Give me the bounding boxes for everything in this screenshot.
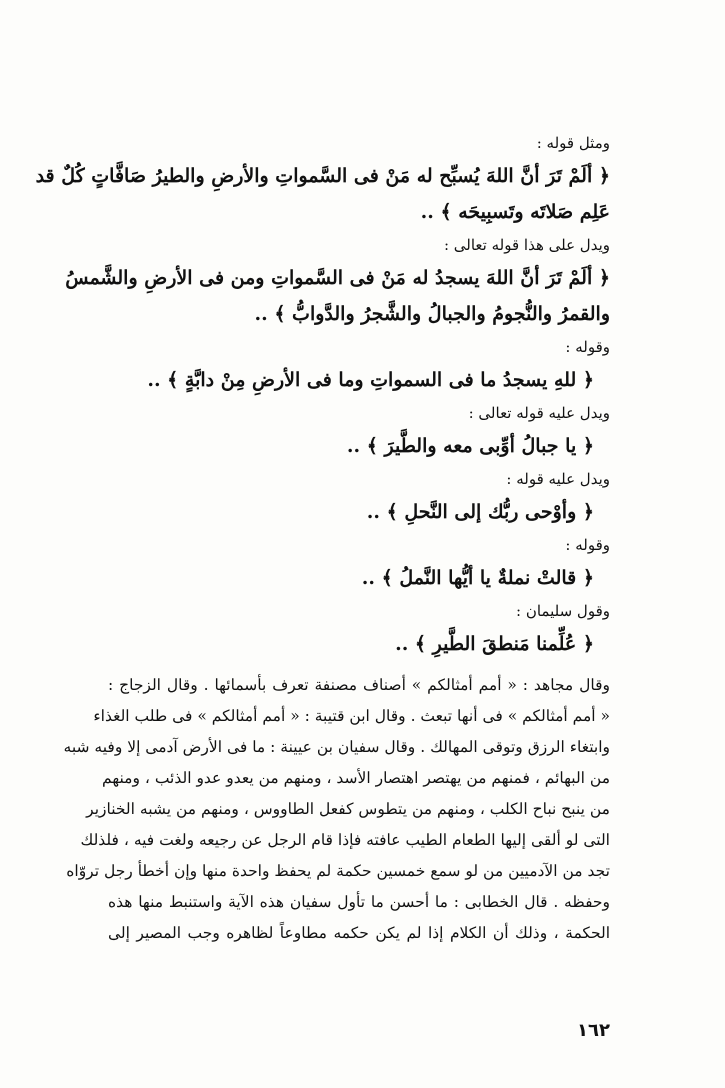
verse-line: والقمرُ والنُّجومُ والجبالُ والشَّجرُ والدَّوابُّ ﴾ .. xyxy=(254,303,610,325)
commentary-line: وابتغاء الرزق وتوقى المهالك . وقال سفيان بن عيينة : ما فى الأرض آدمى إلا وفيه شبه xyxy=(63,738,610,756)
verse-line: ﴿ للهِ يسجدُ ما فى السمواتِ وما فى الأرضِ مِنْ دابَّةٍ ﴾ .. xyxy=(147,369,594,391)
intro-line: وقوله : xyxy=(565,536,610,554)
commentary-line: « أمم أمثالكم » فى أنها تبعث . وقال ابن قتيبة : « أمم أمثالكم » فى طلب الغذاء xyxy=(93,707,610,725)
commentary-line: من البهائم ، فمنهم من يهتصر اهتصار الأسد ، ومنهم من يعدو عدو الذئب ، ومنهم xyxy=(102,769,610,787)
commentary-line: التى لو ألقى إليها الطعام الطيب عافته فإذا قام الرجل عن رجيعه ولغت فيه ، فلذلك xyxy=(80,831,610,849)
commentary-line: من ينبح نباح الكلب ، ومنهم من يتطوس كفعل الطاووس ، ومنهم من يشبه الخنازير xyxy=(86,800,610,818)
verse-line: ﴿ ألَمْ تَرَ أنَّ اللهَ يسجدُ له مَنْ فى السَّمواتِ ومن فى الأرضِ والشَّمسُ xyxy=(65,267,610,289)
verse-line: ﴿ ألَمْ تَرَ أنَّ اللهَ يُسبِّح له مَنْ فى السَّمواتِ والأرضِ والطيرُ صَافَّاتٍ كُلٌ قد xyxy=(35,165,610,187)
verse-line: ﴿ يا جبالُ أوِّبى معه والطَّيرَ ﴾ .. xyxy=(346,435,594,457)
intro-line: ويدل على هذا قوله تعالى : xyxy=(443,236,610,254)
text-block xyxy=(35,128,610,949)
verse-line: ﴿ قالتْ نملةٌ يا أيُّها النَّملُ ﴾ .. xyxy=(361,567,594,589)
commentary-line: الحكمة ، وذلك أن الكلام إذا لم يكن حكمه مطاوعاً لظاهره وجب المصير إلى xyxy=(108,924,610,942)
intro-line: ويدل عليه قوله تعالى : xyxy=(468,404,610,422)
page-number: ١٦٢ xyxy=(577,1020,610,1041)
verse-line: ﴿ وأوْحى ربُّك إلى النَّحلِ ﴾ .. xyxy=(366,501,594,523)
verse-line: ﴿ عُلِّمنا مَنطقَ الطَّيرِ ﴾ .. xyxy=(395,633,594,655)
commentary-line: وقال مجاهد : « أمم أمثالكم » أصناف مصنفة تعرف بأسمائها . وقال الزجاج : xyxy=(108,676,610,694)
intro-line: وقوله : xyxy=(565,338,610,356)
intro-line: وقول سليمان : xyxy=(516,602,610,620)
commentary-line: تجد من الآدميين من لو سمع خمسين حكمة لم يحفظ واحدة منها وإن أخطأ رجل تروّاه xyxy=(66,862,610,880)
commentary-line: وحفظه . قال الخطابى : ما أحسن ما تأول سفيان هذه الآية واستنبط منها هذه xyxy=(108,893,610,911)
verse-line: عَلِم صَلاتَه وتَسبِيحَه ﴾ .. xyxy=(420,201,610,223)
intro-line: ويدل عليه قوله : xyxy=(506,470,610,488)
intro-line: ومثل قوله : xyxy=(536,134,610,152)
commentary-paragraph xyxy=(63,670,610,949)
